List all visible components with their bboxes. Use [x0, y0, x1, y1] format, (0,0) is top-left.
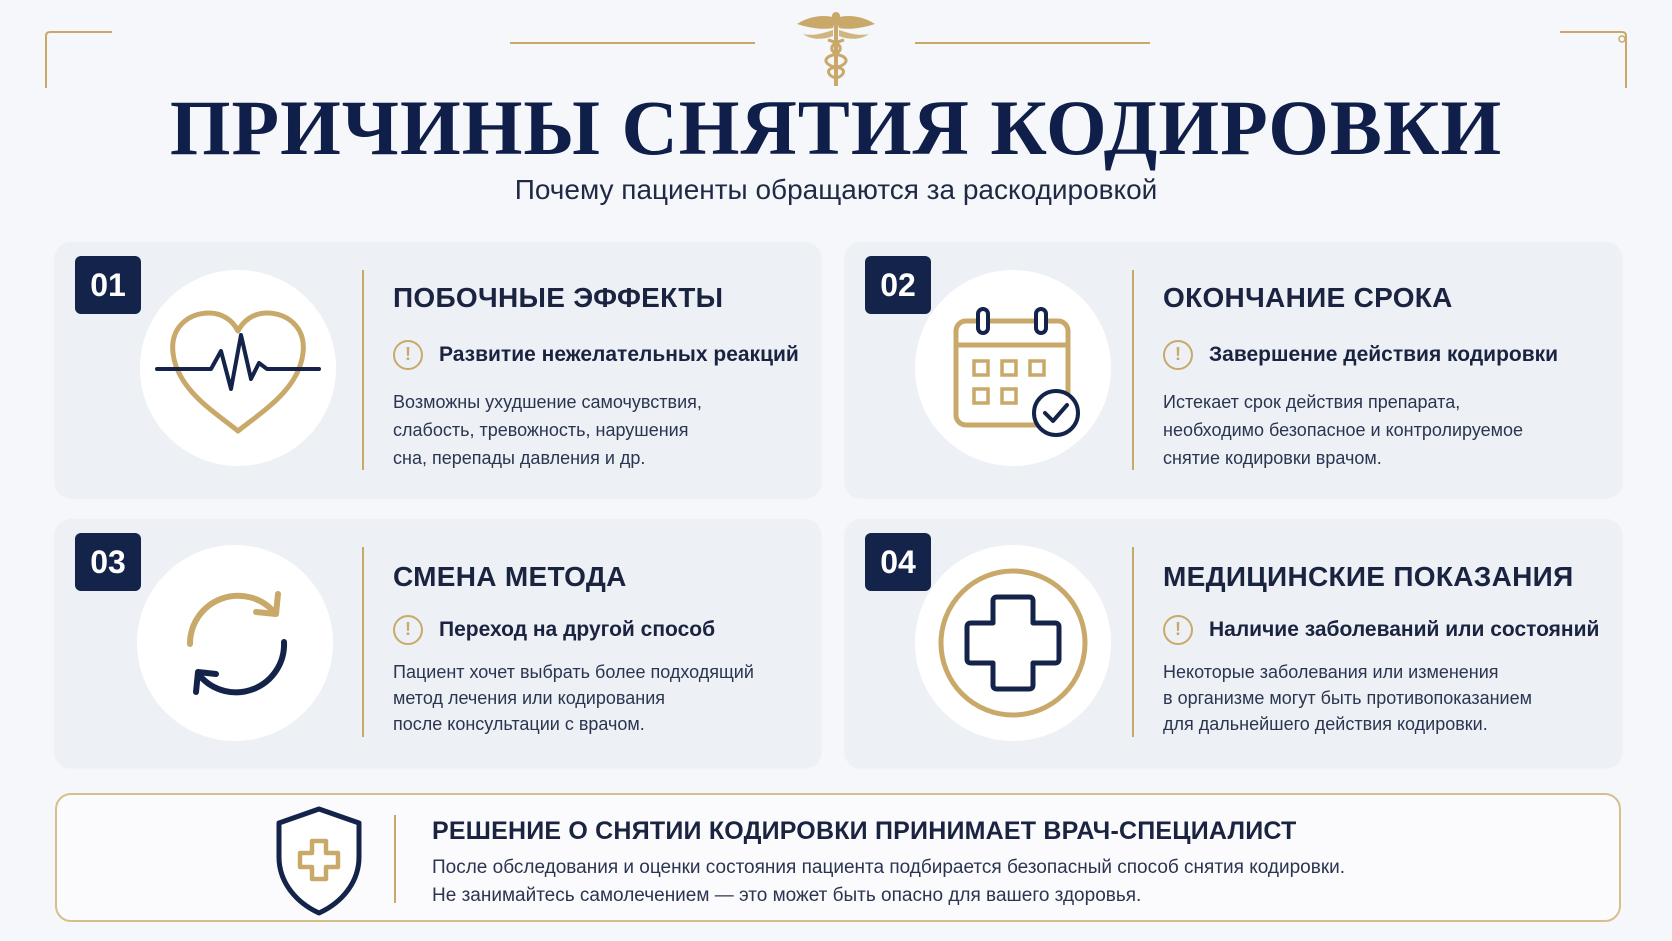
refresh-arrows-icon — [160, 568, 310, 718]
banner-line-2: Не занимайтесь самолечением — это может быть опасно для вашего здоровья. — [432, 885, 1142, 906]
doctor-decision-banner — [55, 793, 1621, 922]
card-subheading: Развитие нежелательных реакций — [439, 343, 799, 366]
card-medical-indications — [845, 519, 1622, 767]
heart-pulse-icon — [153, 293, 323, 443]
calendar-check-icon — [938, 293, 1088, 443]
card-number: 04 — [865, 533, 931, 591]
banner-line-1: После обследования и оценки состояния пациента подбирается безопасный способ снятия кодировки. — [432, 857, 1346, 878]
banner-title: РЕШЕНИЕ О СНЯТИИ КОДИРОВКИ ПРИНИМАЕТ ВРАЧ-СПЕЦИАЛИСТ — [432, 817, 1297, 845]
card-method-change — [55, 519, 821, 767]
card-description — [1163, 388, 1523, 472]
description-line: Некоторые заболевания или изменения — [1163, 662, 1499, 682]
card-divider — [1132, 547, 1134, 737]
header-line-right — [915, 42, 1150, 44]
caduceus-icon — [795, 10, 877, 88]
icon-circle — [915, 270, 1111, 466]
card-description — [393, 388, 702, 472]
header-line-left — [510, 42, 755, 44]
card-divider — [362, 270, 364, 470]
description-line: Возможны ухудшение самочувствия, — [393, 392, 702, 412]
alert-icon: ! — [393, 340, 423, 370]
description-line: Пациент хочет выбрать более подходящий — [393, 662, 754, 682]
card-description — [393, 659, 754, 737]
alert-icon: ! — [1163, 340, 1193, 370]
description-line: Истекает срок действия препарата, — [1163, 392, 1461, 412]
card-number: 03 — [75, 533, 141, 591]
medical-cross-icon — [933, 563, 1093, 723]
card-number: 02 — [865, 256, 931, 314]
shield-cross-icon — [269, 805, 369, 917]
description-line: в организме могут быть противопоказанием — [1163, 688, 1532, 708]
icon-circle — [140, 270, 336, 466]
alert-icon: ! — [393, 615, 423, 645]
card-divider — [362, 547, 364, 737]
card-heading: ОКОНЧАНИЕ СРОКА — [1163, 282, 1453, 313]
description-line: после консультации с врачом. — [393, 714, 645, 734]
card-subheading-row — [1163, 340, 1558, 370]
description-line: необходимо безопасное и контролируемое — [1163, 420, 1524, 440]
card-subheading: Наличие заболеваний или состояний — [1209, 618, 1600, 641]
page-subtitle: Почему пациенты обращаются за раскодировкой — [514, 174, 1158, 205]
card-subheading-row — [393, 615, 715, 645]
icon-circle — [137, 545, 333, 741]
card-side-effects — [55, 242, 821, 497]
description-line: снятие кодировки врачом. — [1163, 448, 1382, 468]
banner-divider — [394, 815, 396, 903]
card-subheading: Переход на другой способ — [439, 618, 716, 641]
card-subheading-row — [393, 340, 799, 370]
description-line: слабость, тревожность, нарушения — [393, 420, 689, 440]
card-subheading-row — [1163, 615, 1599, 645]
card-number: 01 — [75, 256, 141, 314]
card-description — [1163, 659, 1532, 737]
icon-circle — [915, 545, 1111, 741]
alert-icon: ! — [1163, 615, 1193, 645]
card-subheading: Завершение действия кодировки — [1209, 343, 1559, 366]
page-title: ПРИЧИНЫ СНЯТИЯ КОДИРОВКИ — [169, 84, 1503, 171]
card-heading: ПОБОЧНЫЕ ЭФФЕКТЫ — [393, 282, 724, 313]
description-line: метод лечения или кодирования — [393, 688, 665, 708]
card-term-expiry — [845, 242, 1622, 497]
description-line: сна, перепады давления и др. — [393, 448, 646, 468]
description-line: для дальнейшего действия кодировки. — [1163, 714, 1488, 734]
card-heading: МЕДИЦИНСКИЕ ПОКАЗАНИЯ — [1163, 561, 1574, 592]
card-divider — [1132, 270, 1134, 470]
card-heading: СМЕНА МЕТОДА — [393, 561, 627, 592]
